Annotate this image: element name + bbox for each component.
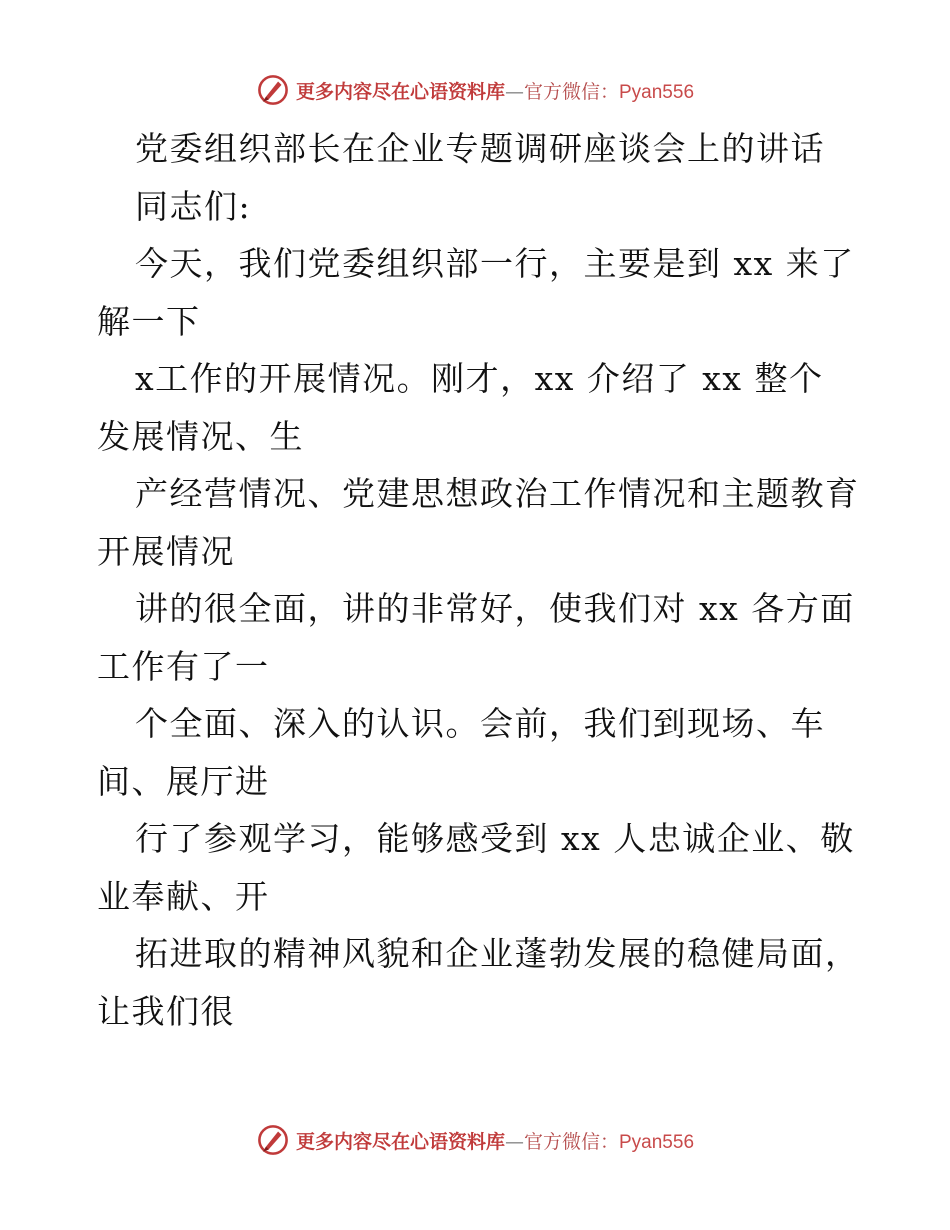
text-line: 拓进取的精神风貌和企业蓬勃发展的稳健局面， <box>135 934 860 973</box>
text-line: 让我们很 <box>97 991 235 1031</box>
pen-circle-logo-icon <box>256 73 290 107</box>
banner-brand-text: 更多内容尽在心语资料库 <box>295 80 505 103</box>
header-banner-text <box>296 77 694 104</box>
banner-separator: — <box>504 1130 524 1153</box>
pen-circle-logo-icon <box>256 1123 290 1157</box>
text-line: 今天，我们党委组织部一行，主要是到 xx 来了 <box>135 244 855 283</box>
text-line: 间、展厅进 <box>97 761 270 801</box>
text-line: 解一下 <box>97 301 201 341</box>
header-banner-content <box>256 73 694 107</box>
text-line: x工作的开展情况。刚才，xx 介绍了 xx 整个 <box>135 359 824 398</box>
text-line: 开展情况 <box>97 531 235 571</box>
banner-wechat-id: Pyan556 <box>619 1131 695 1153</box>
banner-wechat-id: Pyan556 <box>619 81 695 103</box>
banner-wechat-label: 官方微信： <box>523 80 619 103</box>
banner-brand-text: 更多内容尽在心语资料库 <box>295 1130 505 1153</box>
footer-banner-text <box>296 1127 694 1154</box>
text-line: 工作有了一 <box>97 646 270 686</box>
salutation-line: 同志们: <box>135 186 252 226</box>
header-banner <box>0 70 950 110</box>
text-line: 发展情况、生 <box>97 416 304 456</box>
document-body <box>97 120 860 1040</box>
footer-banner <box>0 1120 950 1160</box>
footer-banner-content <box>256 1123 694 1157</box>
text-line: 行了参观学习，能够感受到 xx 人忠诚企业、敬 <box>135 819 855 858</box>
text-line: 个全面、深入的认识。会前，我们到现场、车 <box>135 704 825 743</box>
banner-wechat-label: 官方微信： <box>523 1130 619 1153</box>
text-line: 业奉献、开 <box>97 876 270 916</box>
banner-separator: — <box>504 80 524 103</box>
text-line: 讲的很全面，讲的非常好，使我们对 xx 各方面 <box>135 589 855 628</box>
document-title: 党委组织部长在企业专题调研座谈会上的讲话 <box>135 129 825 168</box>
text-line: 产经营情况、党建思想政治工作情况和主题教育 <box>135 474 860 513</box>
